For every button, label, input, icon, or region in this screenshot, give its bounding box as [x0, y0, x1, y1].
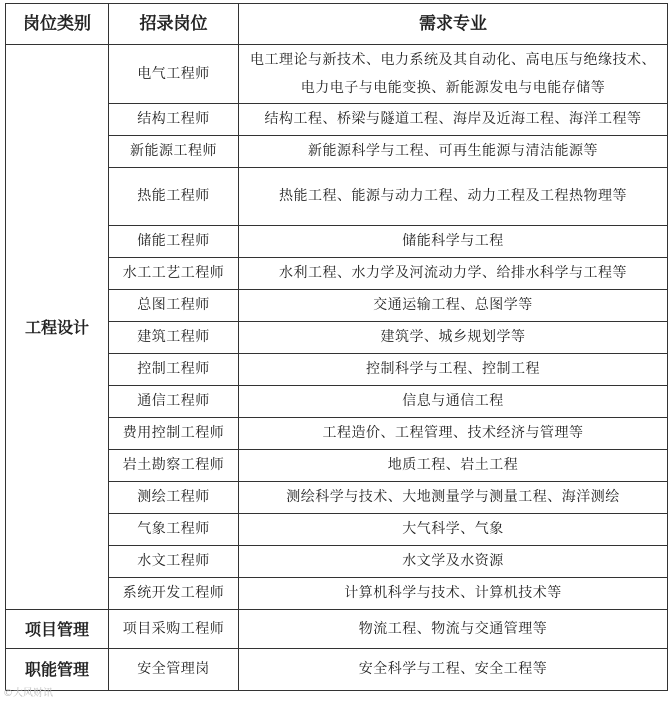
header-position: 招录岗位: [109, 4, 239, 45]
position-cell: 结构工程师: [109, 104, 239, 136]
position-cell: 气象工程师: [109, 514, 239, 546]
table-row: [6, 45, 668, 104]
major-cell: 信息与通信工程: [239, 386, 668, 418]
watermark: ©大风财讯: [3, 688, 53, 699]
major-cell: 电工理论与新技术、电力系统及其自动化、高电压与绝缘技术、电力电子与电能变换、新能源发电与电能存储等: [239, 45, 668, 104]
category-cell: 项目管理: [6, 610, 109, 649]
position-cell: 安全管理岗: [109, 649, 239, 691]
position-cell: 测绘工程师: [109, 482, 239, 514]
header-major: 需求专业: [239, 4, 668, 45]
major-cell: 安全科学与工程、安全工程等: [239, 649, 668, 691]
position-cell: 项目采购工程师: [109, 610, 239, 649]
recruitment-table: [5, 3, 668, 691]
position-cell: 系统开发工程师: [109, 578, 239, 610]
major-cell: 结构工程、桥梁与隧道工程、海岸及近海工程、海洋工程等: [239, 104, 668, 136]
position-cell: 费用控制工程师: [109, 418, 239, 450]
major-cell: 物流工程、物流与交通管理等: [239, 610, 668, 649]
position-cell: 电气工程师: [109, 45, 239, 104]
major-cell: 水利工程、水力学及河流动力学、给排水科学与工程等: [239, 258, 668, 290]
category-cell: 工程设计: [6, 45, 109, 610]
table-header-row: [6, 4, 668, 45]
position-cell: 岩土勘察工程师: [109, 450, 239, 482]
recruitment-table-container: [5, 3, 668, 691]
major-cell: 地质工程、岩土工程: [239, 450, 668, 482]
header-category: 岗位类别: [6, 4, 109, 45]
major-cell: 大气科学、气象: [239, 514, 668, 546]
position-cell: 水文工程师: [109, 546, 239, 578]
major-cell: 水文学及水资源: [239, 546, 668, 578]
major-cell: 工程造价、工程管理、技术经济与管理等: [239, 418, 668, 450]
major-cell: 计算机科学与技术、计算机技术等: [239, 578, 668, 610]
major-cell: 交通运输工程、总图学等: [239, 290, 668, 322]
position-cell: 总图工程师: [109, 290, 239, 322]
major-cell: 储能科学与工程: [239, 226, 668, 258]
category-cell: 职能管理: [6, 649, 109, 691]
table-row: [6, 649, 668, 691]
major-cell: 新能源科学与工程、可再生能源与清洁能源等: [239, 136, 668, 168]
table-row: [6, 610, 668, 649]
position-cell: 水工工艺工程师: [109, 258, 239, 290]
major-cell: 控制科学与工程、控制工程: [239, 354, 668, 386]
major-cell: 热能工程、能源与动力工程、动力工程及工程热物理等: [239, 168, 668, 226]
position-cell: 储能工程师: [109, 226, 239, 258]
position-cell: 控制工程师: [109, 354, 239, 386]
position-cell: 新能源工程师: [109, 136, 239, 168]
major-cell: 建筑学、城乡规划学等: [239, 322, 668, 354]
position-cell: 热能工程师: [109, 168, 239, 226]
position-cell: 建筑工程师: [109, 322, 239, 354]
major-cell: 测绘科学与技术、大地测量学与测量工程、海洋测绘: [239, 482, 668, 514]
position-cell: 通信工程师: [109, 386, 239, 418]
